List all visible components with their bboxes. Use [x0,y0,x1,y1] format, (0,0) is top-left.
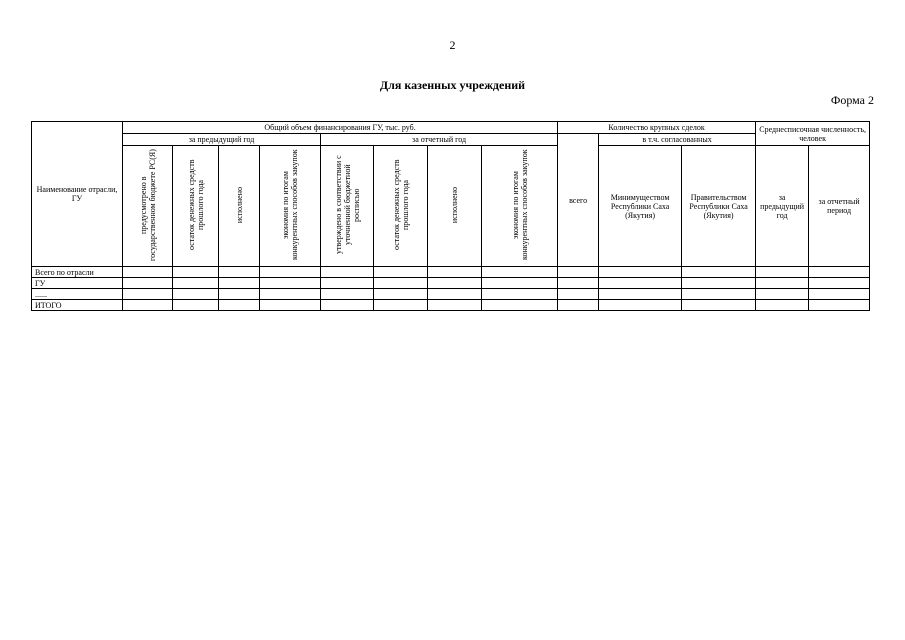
header-headcount-prev: за предыдущий год [756,146,809,267]
header-total-funding: Общий объем финансирования ГУ, тыс. руб. [123,122,558,134]
header-report-approved: утверждено в соответствии с уточненной бюджетной росписью [321,146,374,267]
form-label: Форма 2 [830,93,874,107]
row-label: ИТОГО [32,300,123,311]
row-label: ...... [32,289,123,300]
table-row [32,278,870,289]
table-row [32,300,870,311]
header-headcount: Среднесписочная численность, человек [756,122,870,146]
header-deals-total: всего [558,134,599,267]
header-name-column: Наименование отрасли, ГУ [32,122,123,267]
header-ministry: Минимуществом Республики Саха (Якутия) [599,146,682,267]
financing-table [31,121,870,311]
header-prev-executed: исполнено [219,146,260,267]
document-title: Для казенных учреждений [379,78,526,92]
header-prev-balance: остаток денежных средств прошлого года [173,146,219,267]
header-government: Правительством Республики Саха (Якутия) [682,146,756,267]
header-large-deals: Количество крупных сделок [558,122,756,134]
table-row [32,267,870,278]
header-headcount-report: за отчетный период [809,146,870,267]
header-deals-agreed: в т.ч. согласованных [599,134,756,146]
header-report-executed: исполнено [428,146,482,267]
header-report-savings: экономия по итогам конкурентных способов закупок [482,146,558,267]
row-label: ГУ [32,278,123,289]
header-report-year: за отчетный год [321,134,558,146]
header-prev-planned: предусмотрено в государственном бюджете РС(Я) [123,146,173,267]
header-prev-year: за предыдущий год [123,134,321,146]
header-report-balance: остаток денежных средств прошлого года [374,146,428,267]
header-prev-savings: экономия по итогам конкурентных способов закупок [260,146,321,267]
table-row [32,289,870,300]
page-number: 2 [449,38,456,52]
row-label: Всего по отрасли [32,267,123,278]
